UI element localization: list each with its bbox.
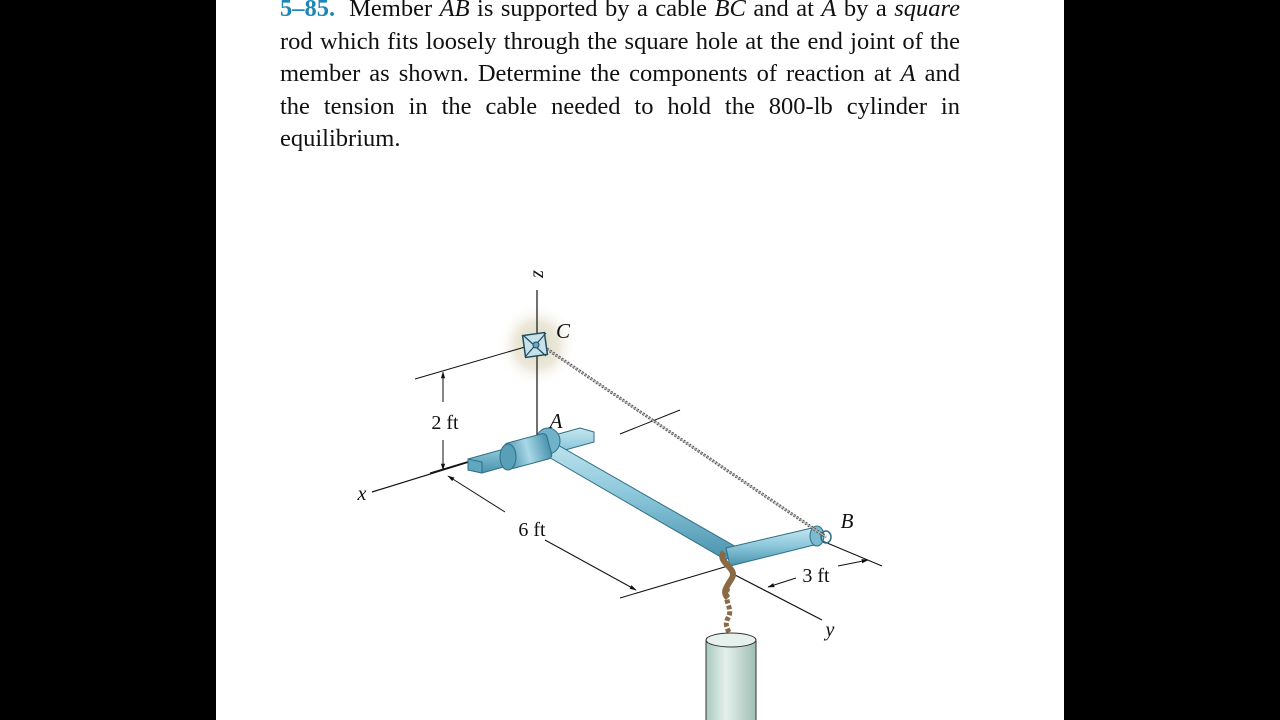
member-ab-short xyxy=(726,528,818,566)
dim-length-line-b xyxy=(545,540,636,590)
point-c-label: C xyxy=(555,319,571,343)
cylinder-top xyxy=(706,633,756,647)
member-ab-long xyxy=(528,436,738,560)
dim-length-label: 6 ft xyxy=(518,519,546,541)
point-b-label: B xyxy=(840,509,854,533)
dim-height-label: 2 ft xyxy=(431,412,459,434)
cylinder-body xyxy=(706,640,756,720)
square-rod-end xyxy=(468,459,482,473)
dim-width-line-b xyxy=(838,560,868,566)
problem-statement: 5–85. Member AB is supported by a cable BC and at A by a square rod which fits loosely through the square hole at the end joint of the member as shown. Determine the components of reaction at A and the tension in the cable needed to hold the 800-lb cylinder in equilibrium. xyxy=(280,0,960,156)
statics-figure xyxy=(216,0,1064,720)
point-a-label: A xyxy=(549,409,563,433)
support-c-pin xyxy=(533,342,539,348)
dim-length-line-a xyxy=(448,476,505,512)
problem-number: 5–85. xyxy=(280,0,336,22)
dim-length-ext-end xyxy=(620,566,728,598)
dim-width-ext xyxy=(820,540,882,566)
cable-direction-ext xyxy=(620,410,680,434)
dim-width-line-a xyxy=(768,578,796,587)
joint-a-collar-front xyxy=(500,444,516,470)
y-axis-label: y xyxy=(825,619,835,641)
z-axis-label: z xyxy=(526,270,548,278)
x-axis-label: x xyxy=(357,483,367,505)
textbook-page xyxy=(216,0,1064,720)
dim-width-label: 3 ft xyxy=(802,565,830,587)
dim-height-ext-bottom xyxy=(430,461,470,473)
